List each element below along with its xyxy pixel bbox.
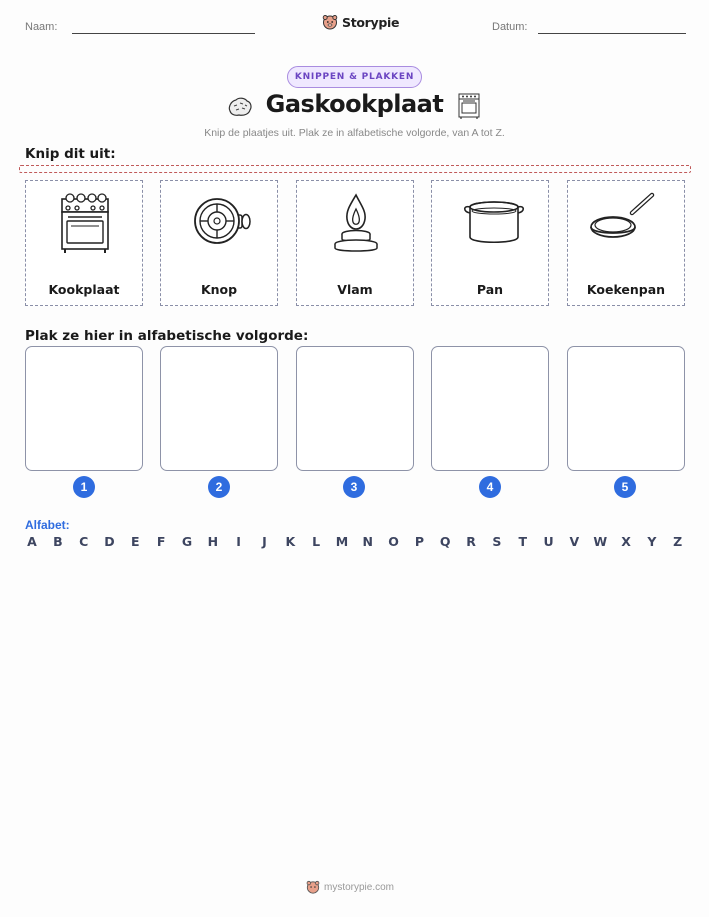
storypie-mascot-icon bbox=[306, 880, 320, 894]
paste-box-4[interactable] bbox=[431, 346, 549, 471]
alphabet-letter: L bbox=[312, 534, 321, 549]
card-word: Koekenpan bbox=[586, 282, 666, 297]
alphabet-letter: P bbox=[414, 534, 424, 549]
alphabet-letter: M bbox=[335, 534, 349, 549]
frying-pan-icon bbox=[588, 189, 660, 255]
paste-box-1[interactable] bbox=[25, 346, 143, 471]
alphabet-letter: W bbox=[593, 534, 608, 549]
paste-box-3[interactable] bbox=[296, 346, 414, 471]
alphabet-label: Alfabet: bbox=[25, 518, 70, 532]
date-line[interactable] bbox=[538, 33, 686, 34]
number-badge-1: 1 bbox=[73, 476, 95, 498]
alphabet-letter: D bbox=[104, 534, 115, 549]
stove-icon bbox=[456, 92, 482, 120]
alphabet-letter: Y bbox=[647, 534, 657, 549]
number-badge-2: 2 bbox=[208, 476, 230, 498]
alphabet-letter: E bbox=[131, 534, 140, 549]
instructions: Knip de plaatjes uit. Plak ze in alfabetische volgorde, van A tot Z. bbox=[204, 127, 505, 139]
brand-name: Storypie bbox=[342, 14, 400, 30]
number-badge-5: 5 bbox=[614, 476, 636, 498]
alphabet-letter: J bbox=[262, 534, 267, 549]
alphabet-row bbox=[25, 534, 685, 549]
alphabet-letter: Z bbox=[673, 534, 683, 549]
alphabet-letter: X bbox=[621, 534, 631, 549]
card-word: Kookplaat bbox=[48, 282, 120, 297]
alphabet-letter: S bbox=[492, 534, 502, 549]
cut-section-label: Knip dit uit: bbox=[25, 146, 116, 162]
card-word: Knop bbox=[200, 282, 238, 297]
card-word: Vlam bbox=[337, 282, 373, 297]
alphabet-letter: F bbox=[156, 534, 166, 549]
stove-icon bbox=[55, 189, 115, 255]
flame-icon bbox=[326, 189, 386, 255]
pot-icon bbox=[461, 189, 527, 255]
number-badge-4: 4 bbox=[479, 476, 501, 498]
alphabet-letter: H bbox=[207, 534, 219, 549]
alphabet-letter: C bbox=[79, 534, 89, 549]
footer-url: mystorypie.com bbox=[324, 881, 395, 893]
date-label: Datum: bbox=[492, 21, 528, 33]
name-line[interactable] bbox=[72, 33, 255, 34]
card-word: Pan bbox=[476, 282, 504, 297]
alphabet-letter: R bbox=[466, 534, 476, 549]
cut-line bbox=[19, 165, 691, 173]
cut-card-pan[interactable] bbox=[431, 180, 549, 306]
activity-badge: KNIPPEN & PLAKKEN bbox=[287, 66, 422, 88]
alphabet-letter: B bbox=[53, 534, 63, 549]
name-label: Naam: bbox=[25, 21, 58, 33]
footer bbox=[306, 880, 394, 894]
number-badge-3: 3 bbox=[343, 476, 365, 498]
alphabet-letter: Q bbox=[439, 534, 451, 549]
cut-card-vlam[interactable] bbox=[296, 180, 414, 306]
cut-card-knop[interactable] bbox=[160, 180, 278, 306]
alphabet-letter: I bbox=[236, 534, 241, 549]
paste-box-5[interactable] bbox=[567, 346, 685, 471]
page-title: Gaskookplaat bbox=[265, 90, 444, 118]
knob-icon bbox=[190, 189, 252, 255]
cut-card-kookplaat[interactable] bbox=[25, 180, 143, 306]
alphabet-letter: O bbox=[388, 534, 399, 549]
paste-section-label: Plak ze hier in alfabetische volgorde: bbox=[25, 328, 309, 344]
alphabet-letter: V bbox=[569, 534, 580, 549]
cut-card-koekenpan[interactable] bbox=[567, 180, 685, 306]
alphabet-letter: K bbox=[285, 534, 296, 549]
alphabet-letter: T bbox=[518, 534, 527, 549]
paste-box-2[interactable] bbox=[160, 346, 278, 471]
alphabet-letter: A bbox=[27, 534, 37, 549]
alphabet-letter: N bbox=[362, 534, 373, 549]
storypie-mascot-icon bbox=[322, 14, 338, 30]
alphabet-letter: G bbox=[181, 534, 193, 549]
brand-logo bbox=[322, 14, 399, 30]
alphabet-letter: U bbox=[543, 534, 554, 549]
